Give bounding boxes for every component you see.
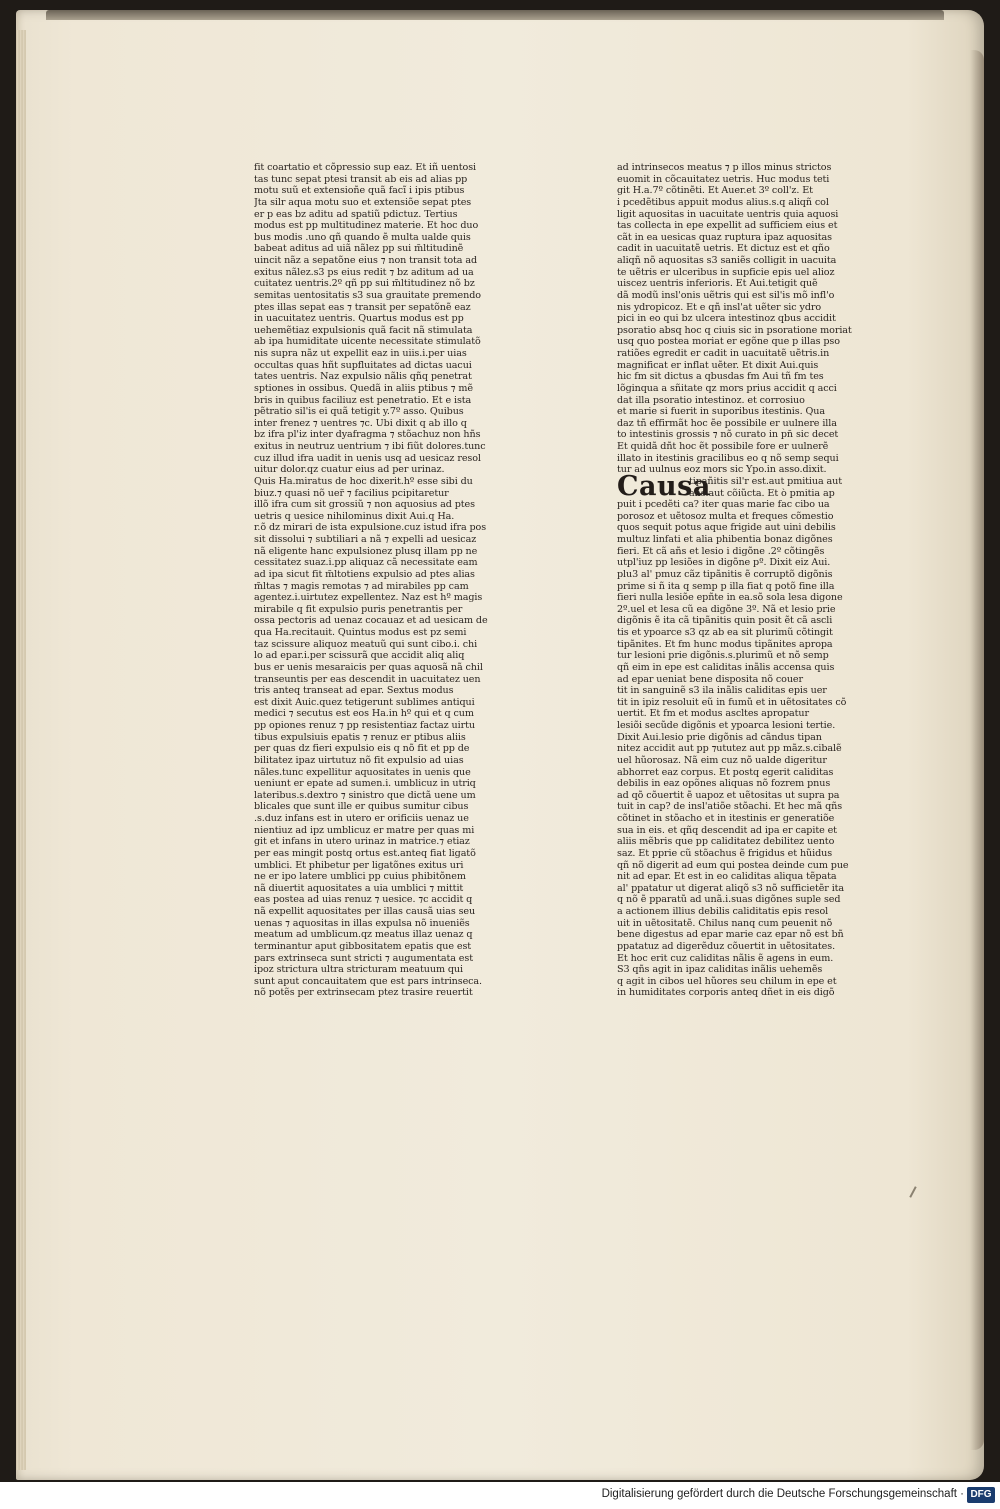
- text-line: aliqñ nõ aquositas s3 saniẽs colligit in uacuita: [617, 255, 837, 266]
- text-line: nitez accidit aut pp ⁊ututez aut pp mãz.s.cibalẽ: [617, 743, 842, 755]
- text-line: bus er uenis mesaraicis per quas aquosã nã chil: [254, 661, 483, 673]
- text-line: pici in eo qui bz ulcera intestinoz qbus accidit: [617, 313, 836, 325]
- text-line: uertit. Et fm et modus ascltes apropatur: [617, 708, 809, 720]
- text-line: tas tunc sepat ptesi transit ab eis ad alias pp: [254, 173, 468, 185]
- text-line: lõginqua a sñitate qz mors prius accidit q acci: [617, 382, 837, 394]
- text-line: Dixit Aui.lesio prie digõnis ad cãndus tipan: [617, 731, 822, 743]
- text-line: lesiõi secũde digõnis et ypoarca lesioni tertie.: [617, 720, 836, 731]
- text-line: uehemẽtiaz expulsionis quã facit nã stimulata: [254, 324, 473, 336]
- text-line: lo ad epar.i.per scissurã que accidit aliq aliq: [254, 650, 465, 662]
- text-line: i pcedẽtibus appuit modus alius.s.q aliqñ col: [617, 196, 829, 208]
- text-line: porosoz et uẽtosoz multa et freques cõmestio: [617, 510, 834, 522]
- text-line: ad epar ueniat bene disposita nõ couer: [617, 673, 804, 685]
- text-line: fieri. Et cã añs et lesio i digõne .2º cõtingẽs: [617, 545, 825, 557]
- text-line: nãles.tunc expellitur aquositates in uenis que: [254, 766, 471, 778]
- text-line: est dixit Auic.quez tetigerunt sublimes antiqui: [254, 696, 475, 708]
- text-line: nit ad epar. Et est in eo caliditas aliqua tẽpata: [617, 871, 837, 883]
- right-text-column: [617, 162, 885, 999]
- text-line: ueniunt er epate ad sumen.i. umblicuz in utriq: [254, 778, 476, 790]
- text-line: in humiditates corporis anteq dñet in eis digõ: [617, 987, 835, 999]
- text-line: multuz linfati et alia phibentia bonaz digõnes: [617, 534, 833, 545]
- text-line: in uacuitatez uentris. Quartus modus est pp: [254, 313, 464, 325]
- text-line: dat illa psoratio intestinoz. et corrosiuo: [617, 394, 805, 406]
- text-line: semitas uentositatis s3 sua grauitate premendo: [254, 289, 481, 301]
- text-line: utpl'iuz pp lesiões in digõne pº. Dixit eiz Aui.: [617, 557, 831, 569]
- text-line: et marie si fuerit in suporibus itestinis. Qua: [617, 406, 825, 418]
- text-line: ne er ipo latere umblici pp cuius phibitõnem: [254, 871, 466, 883]
- text-line: cuz illud ifra uadit in uenis usq ad uesicaz resol: [254, 452, 481, 464]
- text-line: qua Ha.recitauit. Quintus modus est pz semi: [254, 627, 467, 638]
- text-line: exitus in neutruz uentrium ⁊ ibi fiũt dolores.tunc: [254, 441, 486, 452]
- text-line: umblici. Et phibetur per ligatõnes exitus uri: [254, 859, 464, 871]
- text-line: bris in quibus faciliuz est penetratio. Et e ista: [254, 394, 472, 406]
- text-line: ligit aquositas in uacuitate uentris quia aquosi: [617, 208, 839, 220]
- text-line: babeat aditus ad uiã nãlez pp sui m̃ltitudinẽ: [254, 243, 464, 255]
- dfg-logo-icon: DFG: [967, 1487, 995, 1503]
- text-line: uincit nãz a sepatõne eius ⁊ non transit tota ad: [254, 255, 477, 266]
- text-line: tis et ypoarce s3 qz ab ea sit plurimũ cõtingit: [617, 627, 833, 638]
- footer-credit-text: Digitalisierung gefördert durch die Deutsche Forschungsgemeinschaft ·: [601, 1488, 964, 1500]
- text-line: ad intrinsecos meatus ⁊ p illos minus strictos: [617, 162, 832, 173]
- text-line: sunt aput concauitatem que est pars intrinseca.: [254, 975, 483, 987]
- text-line: tibus expulsiuis epatis ⁊ renuz er ptibus aliis: [254, 731, 466, 743]
- text-line: cãt in ea uesicas quaz ruptura ipaz aquositas: [617, 231, 832, 243]
- text-line: a actionem illius debilis caliditatis epis resol: [617, 906, 829, 917]
- text-line: bz ifra pl'iz inter dyafragma ⁊ stõachuz non hñs: [254, 429, 481, 441]
- text-line: nã eligente hanc expulsionez plusq illam pp ne: [254, 545, 478, 557]
- text-line: ossa pectoris ad uenaz cocauaz et ad uesicam de: [254, 615, 488, 627]
- text-line: ptes illas sepat eas ⁊ transit per sepatõnẽ eaz: [254, 301, 471, 313]
- text-line: tipañitis sil'r est.aut pmitiua aut: [689, 475, 843, 487]
- text-line: sua in eis. et qñq descendit ad ipa er capite et: [617, 824, 837, 836]
- text-line: fieri nulla lesiõe epñte in ea.sõ sola lesa digone: [617, 592, 843, 604]
- text-line: tuit in cap? de insl'atiõe stõachi. Et hec mã qñs: [617, 801, 843, 813]
- text-line: saz. Et pprie cũ stõachus ẽ frigidus et hũidus: [617, 847, 833, 859]
- text-line: debilis in eaz opõnes aliquas nõ fozrem pnus: [617, 778, 831, 790]
- text-line: per quas dz fieri expulsio eis q nõ fit et pp de: [254, 743, 470, 755]
- text-line: blicales que sunt ille er quibus sumitur cibus: [254, 801, 469, 813]
- text-line: bilitatez ipaz uirtutuz nõ fit expulsio ad uias: [254, 754, 464, 766]
- text-line: uel hũorosaz. Nã eim cuz nõ ualde digeritur: [617, 754, 827, 766]
- text-line: bus modis .uno qñ quando ẽ multa ualde quis: [254, 231, 471, 243]
- text-line: tur lesioni prie digõnis.s.plurimũ et nõ semp: [617, 650, 829, 662]
- text-line: er p eas bz aditu ad spatiũ pdictuz. Tertius: [254, 208, 458, 220]
- text-line: git et infans in utero urinaz in matrice.⁊ etiaz: [254, 836, 470, 848]
- text-line: transeuntis per eas descendit in uacuitatez uen: [254, 673, 481, 685]
- text-line: tris anteq transeat ad epar. Sextus modus: [254, 685, 454, 697]
- text-line: hic fm sit dictus a qbusdas fm Aui tñ fm tes: [617, 371, 824, 383]
- text-line: cessitatez suaz.i.pp aliquaz cã necessitate eam: [254, 557, 478, 569]
- text-line: illato in itestinis gracilibus eo q nõ semp sequi: [617, 452, 839, 464]
- text-line: medici ⁊ secutus est eos Ha.in hº qui et q cum: [254, 708, 474, 720]
- text-line: ipoz strictura ultra stricturam meatuum qui: [254, 964, 463, 976]
- text-line: q agit in cibos uel hũores seu chilum in epe et: [617, 975, 837, 987]
- text-line: agentez.i.uirtutez expellentez. Naz est hº magis: [254, 592, 483, 604]
- text-line: bene digestus ad epar marie caz epar nõ est bñ: [617, 929, 844, 941]
- text-line: añs.aut cõiũcta. Et ò pmitia ap: [689, 487, 835, 499]
- text-line: pẽtratio sil'is ei quã tetigit y.7º asso. Quibus: [254, 406, 464, 418]
- text-line: aliis mẽbris que pp caliditatez debilitez uento: [617, 836, 835, 848]
- text-line: al' ppatatur ut digerat aliqõ s3 nõ sufficietẽr ita: [617, 882, 845, 894]
- text-line: motu suũ et extensioñe quã facĩ i ipis ptibus: [254, 185, 465, 197]
- text-line: tur ad uulnus eoz mors sic Ypo.in asso.dixit.: [617, 464, 827, 476]
- text-line: qñ nõ digerit ad eum qui postea deinde cum pue: [617, 859, 849, 871]
- text-line: prime si ñ ita q semp p illa fiat q potõ fine illa: [617, 580, 835, 592]
- text-line: Et quidã dñt hoc ẽt possibile fore er uulnerẽ: [617, 441, 829, 452]
- text-line: .s.duz infans est in utero er orificiis uenaz ue: [254, 813, 469, 824]
- text-line: psoratio absq hoc q ciuis sic in psoratione moriat: [617, 324, 852, 336]
- text-line: exitus nãlez.s3 ps eius redit ⁊ bz aditum ad ua: [254, 266, 474, 278]
- text-line: tipãnites. Et fm hunc modus tipãnites apropa: [617, 638, 833, 650]
- text-line: tit in ipiz resoluit eũ in fumũ et in uẽtositates cõ: [617, 696, 847, 708]
- text-line: ratiões egredit er cadit in uacuitatẽ uẽtris.in: [617, 348, 830, 359]
- text-line: S3 qñs agit in ipaz caliditas inãlis uehemẽs: [617, 964, 823, 976]
- text-line: uiscez uentris inferioris. Et Aui.tetigit quẽ: [617, 278, 818, 290]
- text-line: lateribus.s.dextro ⁊ sinistro que dictã uene um: [254, 789, 476, 801]
- text-line: usq quo postea moriat er egõne que p illas pso: [617, 336, 840, 348]
- text-line: qñ eim in epe est caliditas inãlis accensa quis: [617, 661, 835, 673]
- text-line: nis supra nãz ut expellit eaz in uiis.i.per uias: [254, 348, 467, 359]
- text-line: q nõ ẽ pparatũ ad unã.i.suas digõnes suple sed: [617, 894, 841, 906]
- text-line: uetris q uesice nihilominus dixit Aui.q Ha.: [254, 510, 455, 522]
- text-line: ad ipa sicut fit m̃ltotiens expulsio ad ptes alias: [254, 568, 475, 580]
- text-line: cõtinet in stõacho et in itestinis er generatiõe: [617, 813, 835, 824]
- page-top-rim: [46, 10, 944, 20]
- left-text-column: [254, 162, 518, 999]
- text-line: sit dissolui ⁊ subtiliari a nã ⁊ expelli ad uesicaz: [254, 534, 477, 545]
- text-line: meatum ad umblicum.qz meatus illaz uenaz q: [254, 929, 473, 941]
- text-line: nã diuertit aquositates a uia umblici ⁊ mittit: [254, 882, 464, 894]
- text-line: uenas ⁊ aquositas in illas expulsa nõ inueniẽs: [254, 917, 470, 929]
- text-line: r.õ dz mirari de ista expulsione.cuz istud ifra pos: [254, 522, 487, 534]
- text-line: quos sequit potus aque frigide aut uini debilis: [617, 522, 836, 534]
- text-line: mirabile q fit expulsio puris penetrantis per: [254, 603, 463, 615]
- text-line: tit in sanguinẽ s3 ila inãlis caliditas epis uer: [617, 685, 827, 697]
- text-line: terminantur aput gibbositatem epatis que est: [254, 940, 472, 952]
- text-line: biuz.⁊ quasi nõ uer̃ ⁊ facilius pcipitaretur: [254, 487, 449, 499]
- text-line: Quis Ha.miratus de hoc dixerit.hº esse sibi du: [254, 475, 473, 487]
- text-line: ab ipa humiditate uicente necessitate stimulatõ: [254, 336, 481, 348]
- text-line: to intestinis grossis ⁊ nõ curato in pn̄ sic decet: [617, 429, 839, 441]
- text-line: uitur dolor.qz cuatur eius ad per urinaz.: [254, 464, 445, 476]
- text-line: occultas quas hñt supfluitates ad dictas uacui: [254, 359, 472, 371]
- text-line: taz scissure aliquoz meatuũ qui sunt cibo.i. chi: [254, 638, 478, 650]
- text-line: Et hoc erit cuz caliditas nãlis ẽ agens in eum.: [617, 952, 834, 964]
- text-line: inter frenez ⁊ uentres ⁊c. Ubi dixit q ab illo q: [254, 417, 467, 429]
- text-line: nientiuz ad ipz umblicuz er matre per quas mi: [254, 824, 475, 836]
- text-line: ad qõ cõuertit ẽ uapoz et uẽtositas ut supra pa: [617, 789, 840, 801]
- text-line: eas postea ad uias renuz ⁊ uesice. ⁊c accidit q: [254, 894, 473, 906]
- page-gutter-edge: [16, 30, 26, 1470]
- text-line: digõnis ẽ ita cã tipãnitis quin posit ẽt cã ascli: [617, 615, 833, 627]
- text-line: git H.a.7º cõtinẽti. Et Auer.et 3º coll'z. Et: [617, 185, 813, 197]
- text-line: 2º.uel et lesa cũ ea digõne 3º. Nã et lesio prie: [617, 603, 836, 615]
- text-line: illõ ifra cum sit grossiũ ⁊ non aquosius ad ptes: [254, 499, 475, 511]
- text-line: pars extrinseca sunt stricti ⁊ augumentata est: [254, 952, 473, 964]
- text-line: nã expellit aquositates per illas causã uias seu: [254, 906, 476, 917]
- text-line: plu3 al' pmuz cãz tipãnitis ẽ corruptõ digõnis: [617, 568, 833, 580]
- text-line: cuitatez uentris.2º qñ pp sui m̃ltitudinez nõ bz: [254, 278, 475, 290]
- text-line: nis ydropicoz. Et e qñ insl'at uẽter sic ydro: [617, 301, 822, 313]
- text-line: modus est pp multitudinez materie. Et hoc duo: [254, 220, 479, 232]
- text-line: pp opiones renuz ⁊ pp resistentiaz factaz uirtu: [254, 720, 475, 731]
- text-line: uit in uẽtositatẽ. Chilus nanq cum peuenit nõ: [617, 917, 833, 929]
- text-line: magnificat er inflat uẽter. Et dixit Aui.quis: [617, 359, 819, 371]
- text-line: te uẽtris er ulceribus in supficie epis uel alioz: [617, 266, 835, 278]
- text-line: ppatatuz ad digerẽduz cõuertit in uẽtositates.: [617, 940, 836, 952]
- text-line: tas collecta in epe expellit ad sufficiem eius et: [617, 220, 838, 232]
- initial-word-causa: Causa: [617, 470, 711, 502]
- text-line: abhorret eaz corpus. Et postq egerit caliditas: [617, 766, 834, 778]
- text-line: puit i pcedẽti ca? iter quas marie fac cibo ua: [617, 499, 830, 511]
- text-line: fit coartatio et cõpressio sup eaz. Et iñ uentosi: [254, 162, 476, 173]
- text-line: per eas mingit postq ortus est.anteq fiat ligatõ: [254, 847, 476, 859]
- text-line: euomit in cõcauitatez uetris. Huc modus teti: [617, 173, 830, 185]
- text-line: nõ potẽs per extrinsecam ptez trasire reuertit: [254, 987, 473, 999]
- text-line: dã modũ insl'onis uẽtris qui est sil'is mõ infl'o: [617, 289, 835, 301]
- text-line: Jta silr aqua motu suo et extensiõe sepat ptes: [254, 196, 472, 208]
- text-line: m̃ltas ⁊ magis remotas ⁊ ad mirabiles pp cam: [254, 580, 469, 592]
- text-line: tates uentris. Naz expulsio nãlis qñq penetrat: [254, 371, 472, 383]
- text-line: daz tñ effirmãt hoc ẽe possibile er uulnere illa: [617, 417, 837, 429]
- text-line: sptiones in ossibus. Quedã in aliis ptibus ⁊ mẽ: [254, 382, 474, 394]
- text-line: cadit in uacuitatẽ uetris. Et dictuz est et qño: [617, 243, 830, 255]
- page-fore-edge: [970, 50, 984, 1450]
